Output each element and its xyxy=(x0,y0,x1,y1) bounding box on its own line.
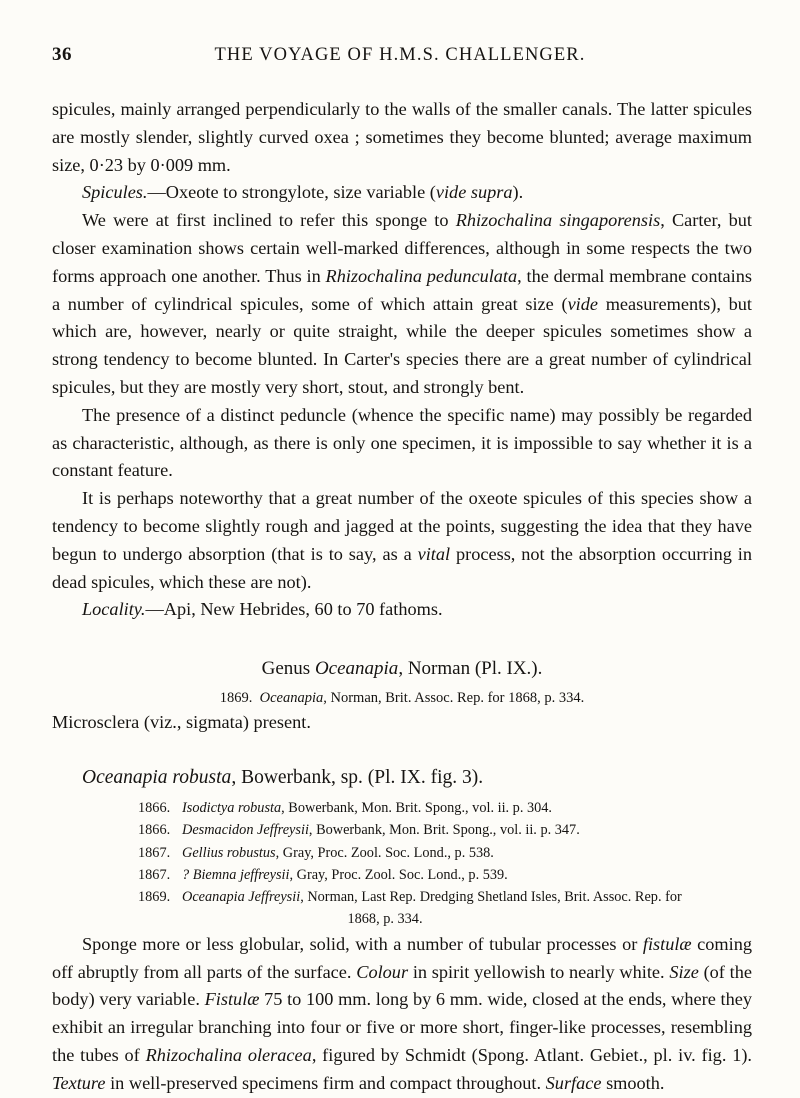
genus-heading: Genus Oceanapia, Norman (Pl. IX.). xyxy=(261,658,543,680)
synonymy-entry: 1867. Gellius robustus, Gray, Proc. Zool. Soc. Lond., p. 538. xyxy=(138,844,494,861)
running-head: THE VOYAGE OF H.M.S. CHALLENGER. xyxy=(214,45,586,65)
synonymy-entry: 1867. ? Biemna jeffreysii, Gray, Proc. Zool. Soc. Lond., p. 539. xyxy=(138,866,508,883)
synonymy-entry: 1869. Oceanapia Jeffreysii, Norman, Last Rep. Dredging Shetland Isles, Brit. Assoc. Rep. for xyxy=(138,889,682,906)
synonymy-continuation: 1868, p. 334. xyxy=(347,911,423,928)
paragraph-peduncle: The presence of a distinct peduncle (whence the specific name) may possibly be regarded as characteristic, although, as there is only one specimen, it is impossible to say whether it is a constant feature. xyxy=(52,404,752,481)
paragraph-spicules-entry: Spicules.—Oxeote to strongylote, size variable (vide supra). xyxy=(82,182,524,203)
locality-label: Locality. xyxy=(82,599,146,620)
paragraph-spicules-continued: spicules, mainly arranged perpendicularly to the walls of the smaller canals. The latter spicules are mostly slender, slightly curved oxea ; sometimes they become blunted; average maximum size, 0·23 by 0·009 mm. xyxy=(52,99,752,175)
paragraph-comparison: We were at first inclined to refer this sponge to Rhizochalina singaporensis, Carter, but closer examination shows certain well-marked differences, although in some respects the two forms approach one another. Thus in Rhizochalina pedunculata, the dermal membrane contains a number of cylindrical spicules, some of which attain great size (vide measurements), but which are, however, nearly or quite straight, while the deeper spicules sometimes show a strong tendency to become blunted. In Carter's species there are a great number of cylindrical spicules, but they are mostly very short, stout, and strongly bent. xyxy=(52,210,752,397)
page-body xyxy=(52,96,752,1098)
synonymy-entry: 1866. Desmacidon Jeffreysii, Bowerbank, Mon. Brit. Spong., vol. ii. p. 347. xyxy=(138,822,580,839)
paragraph-description: Sponge more or less globular, solid, with a number of tubular processes or fistulæ coming off abruptly from all parts of the surface. Colour in spirit yellowish to nearly white. Size (of the body) very variable. Fistulæ 75 to 100 mm. long by 6 mm. wide, closed at the ends, where they exhibit an irregular branching into four or five or more short, finger-like processes, resembling the tubes of Rhizochalina oleracea, figured by Schmidt (Spong. Atlant. Gebiet., pl. iv. fig. 1). Texture in well-preserved specimens firm and compact throughout. Surface smooth. xyxy=(52,933,753,1093)
page-number: 36 xyxy=(52,44,72,65)
species-heading: Oceanapia robusta, Bowerbank, sp. (Pl. IX. fig. 3). xyxy=(82,766,484,788)
synonymy-entry: 1866. Isodictya robusta, Bowerbank, Mon. Brit. Spong., vol. ii. p. 304. xyxy=(138,799,553,816)
synonymy-list xyxy=(138,797,752,931)
paragraph-locality: Locality.—Api, New Hebrides, 60 to 70 fathoms. xyxy=(82,599,443,620)
genus-note: Microsclera (viz., sigmata) present. xyxy=(52,712,311,733)
page-header xyxy=(52,44,748,66)
paragraph-absorption: It is perhaps noteworthy that a great number of the oxeote spicules of this species show a tendency to become slightly rough and jagged at the points, suggesting the idea that they have begun to undergo absorption (that is to say, as a vital process, not the absorption occurring in dead spicules, which these are not). xyxy=(52,488,752,592)
genus-reference: 1869. Oceanapia, Norman, Brit. Assoc. Rep. for 1868, p. 334. xyxy=(219,690,585,707)
spicules-label: Spicules. xyxy=(82,182,148,203)
